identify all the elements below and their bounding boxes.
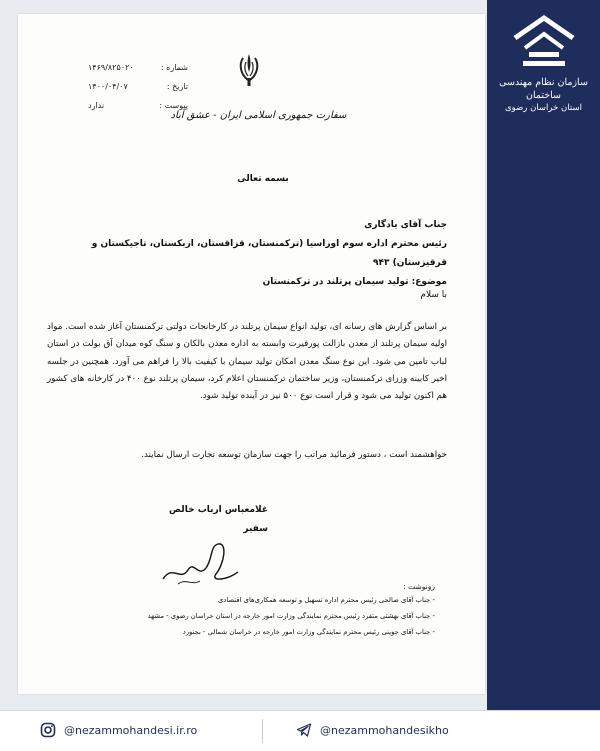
embassy-header: سفارت جمهوری اسلامی ایران - عشق آباد xyxy=(170,110,347,121)
meta-date-row xyxy=(88,77,188,96)
addressee-name: جناب آقای یادگاری xyxy=(364,220,447,230)
telegram-handle: @nezammohandesikho xyxy=(320,723,449,737)
footer-bar xyxy=(0,710,600,751)
attachment-value: ندارد xyxy=(88,101,105,110)
meta-attachment-row xyxy=(88,96,188,115)
cc-item: - جناب آقای بهشتی متفرد رئیس محترم نمایندگی وزارت امور خارجه در استان خراسان رضوی - مشهد xyxy=(147,612,435,620)
number-value: ۱۴۶۹/۸۲۵۰۲۰ xyxy=(88,63,134,72)
letter-body: بر اساس گزارش های رسانه ای، تولید انواع سیمان پرتلند در کارخانجات دولتی ترکمنستان آغاز شده است. مواد اولیه سیمان پرتلند از معدن بازالت پورفیرت وابسته به اداره معدن بالکان و سنگ کوه میدان آق بولت در استان لباب تامین می شود. این نوع سنگ معدن امکان تولید سیمان با کیفیت بالا را فراهم می آورد. همچنین در جلسه اخیر کابینه وزرای ترکمنستان، وزیر ساختمان ترکمنستان اعلام کرد، سیمان پرتلند نوع ۴۰۰ در کارخانه های کشور هم اکنون تولید می شود و قرار است نوع ۵۰۰ نیز در آینده تولید شود. xyxy=(47,322,447,402)
date-label: تاریخ : xyxy=(166,82,188,91)
addressee-position: رئیس محترم اداره سوم اوراسیا (ترکمنستان، قزاقستان، ازبکستان، تاجیکستان و قرقیزستان) ۹۴۳ xyxy=(91,239,447,268)
cc-item: - جناب آقای جوینی رئیس محترم نمایندگی وزارت امور خارجه در خراسان شمالی - بجنورد xyxy=(182,628,435,636)
telegram-icon xyxy=(296,722,312,738)
organization-province: استان خراسان رضوی xyxy=(505,103,582,113)
greeting: با سلام xyxy=(420,290,447,300)
organization-logo xyxy=(495,12,592,113)
telegram-link[interactable] xyxy=(296,722,449,738)
organization-name: سازمان نظام مهندسی ساختمان xyxy=(499,77,588,101)
building-logo-icon xyxy=(509,12,579,70)
cc-item: - جناب آقای صالحی رئیس محترم اداره تسهیل و توسعه همکاری‌های اقتصادی xyxy=(217,596,435,604)
letter-heading: بسمه تعالی xyxy=(237,174,289,184)
brand-sidebar xyxy=(487,0,600,710)
letter-subject: موضوع: تولید سیمان پرتلند در ترکمنستان xyxy=(262,277,447,287)
addressee-block xyxy=(67,216,447,292)
footer-divider xyxy=(262,719,263,743)
letter-closing: خواهشمند است ، دستور فرمائید مراتب را جهت سازمان توسعه تجارت ارسال نمایند. xyxy=(141,450,447,460)
instagram-handle: @nezammohandesi.ir.ro xyxy=(64,723,198,737)
letter-sheet xyxy=(18,14,485,694)
letter-meta xyxy=(88,58,188,115)
meta-number-row xyxy=(88,58,188,77)
signer-name: غلامعباس ارباب خالص xyxy=(169,505,268,515)
number-label: شماره : xyxy=(160,63,188,72)
date-value: ۱۴۰۰/۰۴/۰۷ xyxy=(88,82,128,91)
cc-list xyxy=(55,592,435,640)
signer-title: سفیر xyxy=(243,524,268,534)
instagram-icon xyxy=(40,722,56,738)
instagram-link[interactable] xyxy=(40,722,197,738)
cc-heading: رونوشت : xyxy=(403,582,435,591)
iran-emblem-icon xyxy=(236,52,262,88)
attachment-label: پیوست : xyxy=(159,101,188,110)
signature-icon xyxy=(158,534,248,589)
